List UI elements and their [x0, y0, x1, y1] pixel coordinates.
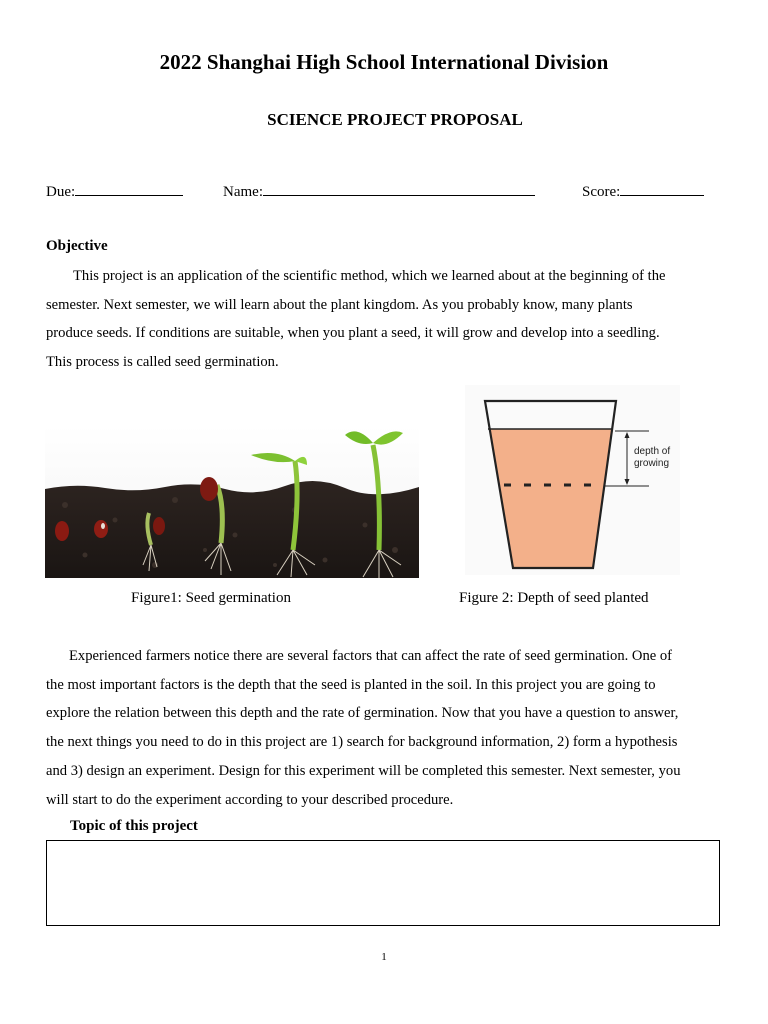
score-field[interactable] — [582, 181, 704, 201]
objective-heading: Objective — [46, 238, 108, 254]
body-line: the most important factors is the depth that the seed is planted in the soil. In this project you are going to — [46, 676, 656, 693]
due-line[interactable] — [75, 181, 183, 196]
topic-input-box[interactable] — [46, 840, 720, 926]
due-field[interactable] — [46, 181, 183, 201]
objective-line: This process is called seed germination. — [46, 354, 279, 371]
body-paragraph — [46, 642, 726, 814]
score-line[interactable] — [620, 181, 704, 196]
figure1-caption: Figure1: Seed germination — [131, 590, 291, 606]
seed-depth-diagram — [465, 385, 680, 575]
depth-label-line1: depth of — [634, 446, 671, 457]
name-field[interactable] — [223, 181, 535, 201]
body-line: explore the relation between this depth and the rate of germination. Now that you have a question to answer, — [46, 705, 679, 722]
seed-germination-image — [45, 425, 419, 578]
score-label: Score: — [582, 184, 621, 200]
topic-value — [47, 841, 719, 857]
figure2-caption: Figure 2: Depth of seed planted — [459, 590, 649, 606]
body-line: Experienced farmers notice there are several factors that can affect the rate of seed germination. One of — [69, 648, 673, 664]
due-label: Due: — [46, 184, 76, 200]
objective-line: semester. Next semester, we will learn about the plant kingdom. As you probably know, many plants — [46, 296, 633, 313]
name-line[interactable] — [263, 181, 535, 196]
objective-paragraph — [46, 262, 726, 377]
page-number: 1 — [381, 951, 387, 963]
depth-label-line2: growing — [634, 458, 670, 469]
body-line: the next things you need to do in this project are 1) search for background information, 2) form a hypothesis — [46, 734, 678, 751]
document-subtitle: SCIENCE PROJECT PROPOSAL — [267, 110, 523, 129]
body-line: and 3) design an experiment. Design for this experiment will be completed this semester. Next semester, you — [46, 762, 681, 779]
name-label: Name: — [223, 184, 263, 200]
topic-heading: Topic of this project — [70, 818, 198, 834]
document-title: 2022 Shanghai High School International Division — [159, 50, 609, 74]
body-line: will start to do the experiment according to your described procedure. — [46, 791, 454, 808]
objective-line: This project is an application of the scientific method, which we learned about at the beginning of the — [73, 268, 666, 284]
objective-line: produce seeds. If conditions are suitable, when you plant a seed, it will grow and develop into a seedling. — [46, 325, 660, 342]
